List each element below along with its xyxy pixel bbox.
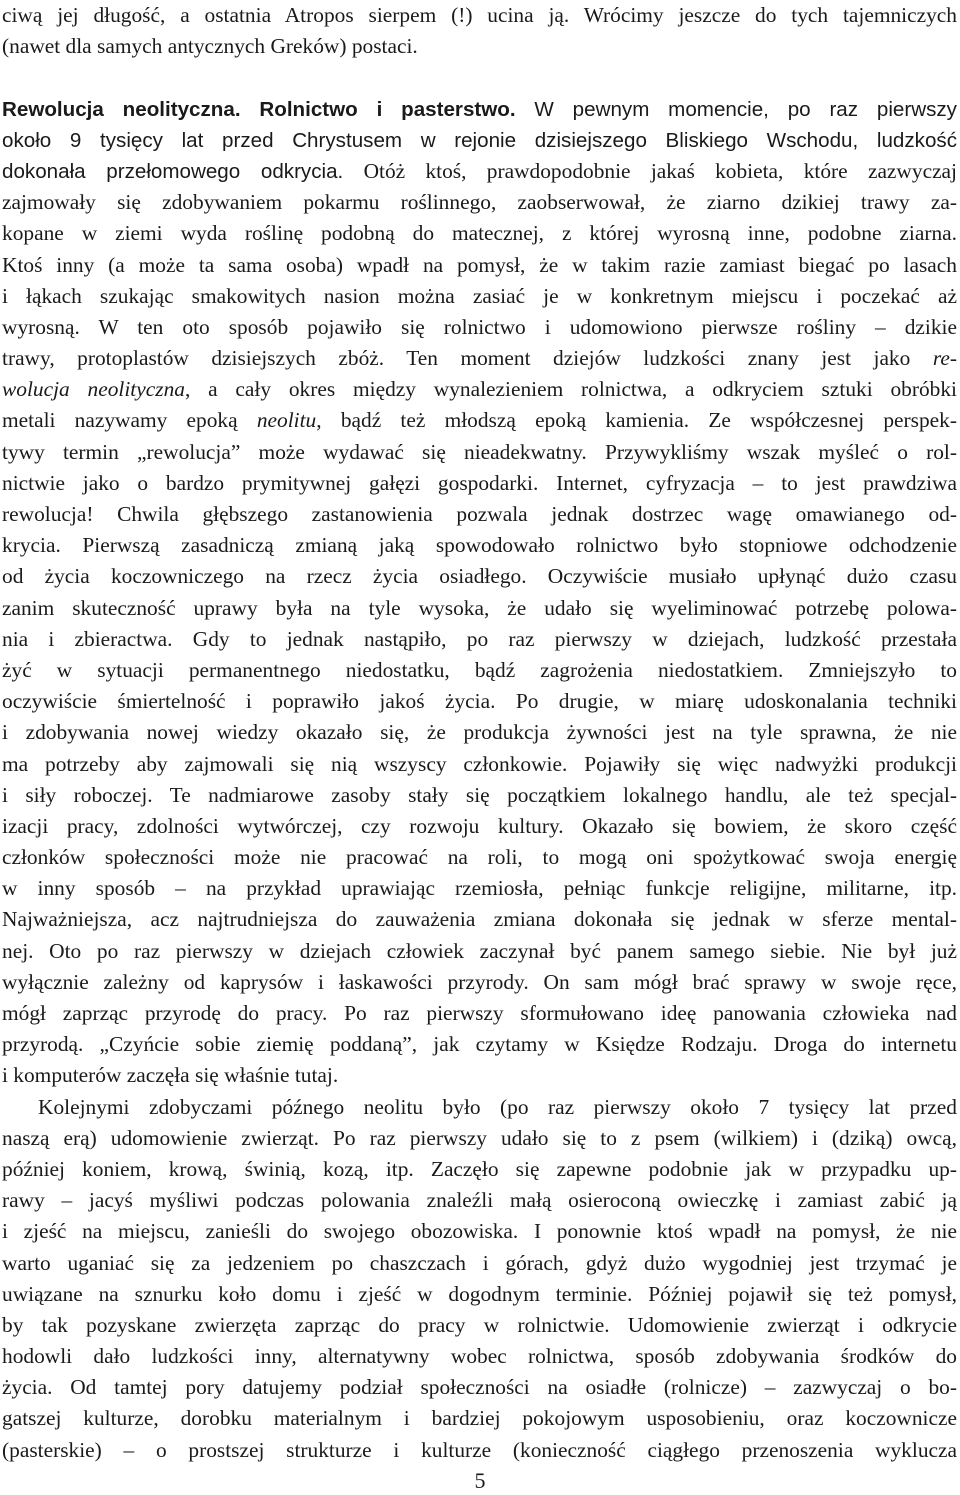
section-heading: Rewolucja neolityczna. Rolnictwo i pasterstwo. (2, 97, 516, 121)
text-line: około 9 tysięcy lat przed Chrystusem w rejonie dzisiejszego Bliskiego Wschodu, ludzkość (2, 128, 957, 152)
text-line: członków społeczności może nie pracować na roli, to mogą oni spożytkować swoja energię (2, 845, 957, 870)
text-line (2, 374, 957, 405)
text-line: w inny sposób – na przykład uprawiając rzemiosła, pełniąc funkcje religijne, militarne, itp. (2, 876, 957, 901)
text-line: nia i zbieractwa. Gdy to jednak nastąpiło, po raz pierwszy w dziejach, ludzkość przestała (2, 626, 957, 651)
text-line: wyłącznie zależny od kaprysów i łaskawości przyrody. On sam mógł brać sprawy w swoje ręce, (2, 969, 957, 994)
text-line: naszą erą) udomowienie zwierząt. Po raz pierwszy udało się to z psem (wilkiem) i (dziką) owcą, (2, 1125, 957, 1150)
text-line: by tak pozyskane zwierzęta zaprząc do pracy w rolnictwie. Udomowienie zwierząt i odkrycie (2, 1312, 957, 1337)
text-line: krycia. Pierwszą zasadniczą zmianą jaką spowodowało rolnictwo było stopniowe odchodzenie (2, 533, 957, 558)
paragraph-first-line: Kolejnymi zdobyczami późnego neolitu było (po raz pierwszy około 7 tysięcy lat przed (38, 1094, 957, 1119)
text-line: zanim skuteczność uprawy była na tyle wysoka, że udało się wyeliminować potrzebę polowa- (2, 595, 957, 620)
text-line: (nawet dla samych antycznych Greków) postaci. (2, 34, 418, 59)
text-run: trawy, protoplastów dzisiejszych zbóż. Ten moment dziejów ludzkości znany jest jako (2, 346, 911, 371)
text-line: od życia koczowniczego na rzecz życia osiadłego. Oczywiście musiało upłynąć dużo czasu (2, 564, 957, 589)
text-line: wyrosną. W ten oto sposób pojawiło się rolnictwo i udomowiono pierwsze rośliny – dzikie (2, 314, 957, 339)
text-run: dokonała przełomowego odkrycia. (2, 159, 344, 183)
text-line: i komputerów zaczęła się właśnie tutaj. (2, 1063, 339, 1088)
emphasis-term: wolucja neolityczna (2, 377, 185, 402)
paragraph-gap (2, 62, 957, 93)
text-line: ma potrzeby aby zajmowali się nią wszyscy członkowie. Pojawiły się więc nadwyżki produkcji (2, 751, 957, 776)
text-run: metali nazywamy epoką (2, 408, 238, 433)
text-line (2, 343, 957, 374)
text-line: izacji pracy, zdolności wytwórczej, czy rozwoju kultury. Okazało się bowiem, że skoro część (2, 813, 957, 838)
text-line (2, 405, 957, 436)
section-heading-line (2, 94, 957, 125)
text-line: gatszej kulturze, dorobku materialnym i bardziej pokojowym usposobieniu, oraz koczownicze (2, 1406, 957, 1431)
text-line: przyrodą. „Czyńcie sobie ziemię poddaną”, jak czytamy w Księdze Rodzaju. Droga do internetu (2, 1032, 957, 1057)
text-line: rawy – jacyś myśliwi podczas polowania znaleźli małą osieroconą owieczkę i zamiast zabić ją (2, 1188, 957, 1213)
text-line: hodowli dało ludzkości inny, alternatywny wobec rolnictwa, sposób zdobywania środków do (2, 1344, 957, 1369)
text-line: później koniem, krową, świnią, kozą, itp. Zaczęło się zapewne podobnie jak w przypadku up- (2, 1156, 957, 1181)
text-line: i siły roboczej. Te nadmiarowe zasoby stały się początkiem lokalnego handlu, ale też specjal- (2, 782, 957, 807)
text-line: żyć w sytuacji permanentnego niedostatku, bądź zagrożenia niedostatkiem. Zmniejszyło to (2, 657, 957, 682)
text-line: warto uganiać się za jedzeniem po chaszczach i górach, gdyż dużo wygodniej jest trzymać je (2, 1250, 957, 1275)
emphasis-term: neolitu (256, 408, 317, 433)
text-run: Otóż ktoś, prawdopodobnie jakaś kobieta, które zazwyczaj (363, 158, 957, 183)
text-line (2, 156, 957, 187)
text-line: i zjeść na miejscu, zanieśli do swojego obozowiska. I ponownie ktoś wpadł na pomysł, że nie (2, 1219, 957, 1244)
text-line: i zdobywania nowej wiedzy okazało się, że produkcja żywności jest na tyle sprawna, że nie (2, 720, 957, 745)
emphasis-term: re- (932, 346, 957, 371)
text-line: kopane w ziemi wyda roślinę podobną do matecznej, z której wyrosną inne, podobne ziarna. (2, 221, 957, 246)
text-run: , bądź też młodszą epoką kamienia. Ze współczesnej perspek- (316, 408, 957, 433)
text-line: tywy termin „rewolucja” może wydawać się nieadekwatny. Przywykliśmy wszak myśleć o rol- (2, 439, 957, 464)
text-line: nej. Oto po raz pierwszy w dziejach człowiek zaczynał być panem samego siebie. Nie był już (2, 938, 957, 963)
text-run: W pewnym momencie, po raz pierwszy (534, 97, 957, 121)
text-line: oczywiście śmiertelność i poprawiło jakoś życia. Po drugie, w miarę udoskonalania techniki (2, 689, 957, 714)
document-page (2, 0, 957, 1466)
text-line: Ktoś inny (a może ta sama osoba) wpadł na pomysł, że w takim razie zamiast biegać po lasach (2, 252, 957, 277)
text-line: Najważniejsza, acz najtrudniejsza do zauważenia zmiana dokonała się jednak w sferze mental- (2, 907, 957, 932)
text-line: i łąkach szukając smakowitych nasion można zasiać je w konkretnym miejscu i poczekać aż (2, 283, 957, 308)
text-run: , a cały okres między wynalezieniem rolnictwa, a odkryciem sztuki obróbki (184, 377, 957, 402)
text-line: ciwą jej długość, a ostatnia Atropos sierpem (!) ucina ją. Wrócimy jeszcze do tych tajemniczych (2, 3, 957, 27)
text-line: (pasterskie) – o prostszej strukturze i kulturze (konieczność ciągłego przenoszenia wyklucza (2, 1437, 957, 1462)
text-line: nictwie jako o bardzo prymitywnej gałęzi gospodarki. Internet, cyfryzacja – to jest prawdziwa (2, 470, 957, 495)
text-line: uwiązane na sznurku koło domu i zjeść w dogodnym terminie. Później pojawił się też pomysł, (2, 1281, 957, 1306)
text-line: życia. Od tamtej pory datujemy podział społeczności na osiadłe (rolnicze) – zazwyczaj o bo- (2, 1375, 957, 1400)
text-line: rewolucja! Chwila głębszego zastanowienia pozwala jednak dostrzec wagę omawianego od- (2, 502, 957, 526)
page-number: 5 (474, 1468, 486, 1493)
text-line: mógł zaprząc przyrodę do pracy. Po raz pierwszy sformułowano ideę panowania człowieka nad (2, 1001, 957, 1025)
text-line: zajmowały się zdobywaniem pokarmu roślinnego, zaobserwował, że ziarno dzikiej trawy za- (2, 190, 957, 215)
